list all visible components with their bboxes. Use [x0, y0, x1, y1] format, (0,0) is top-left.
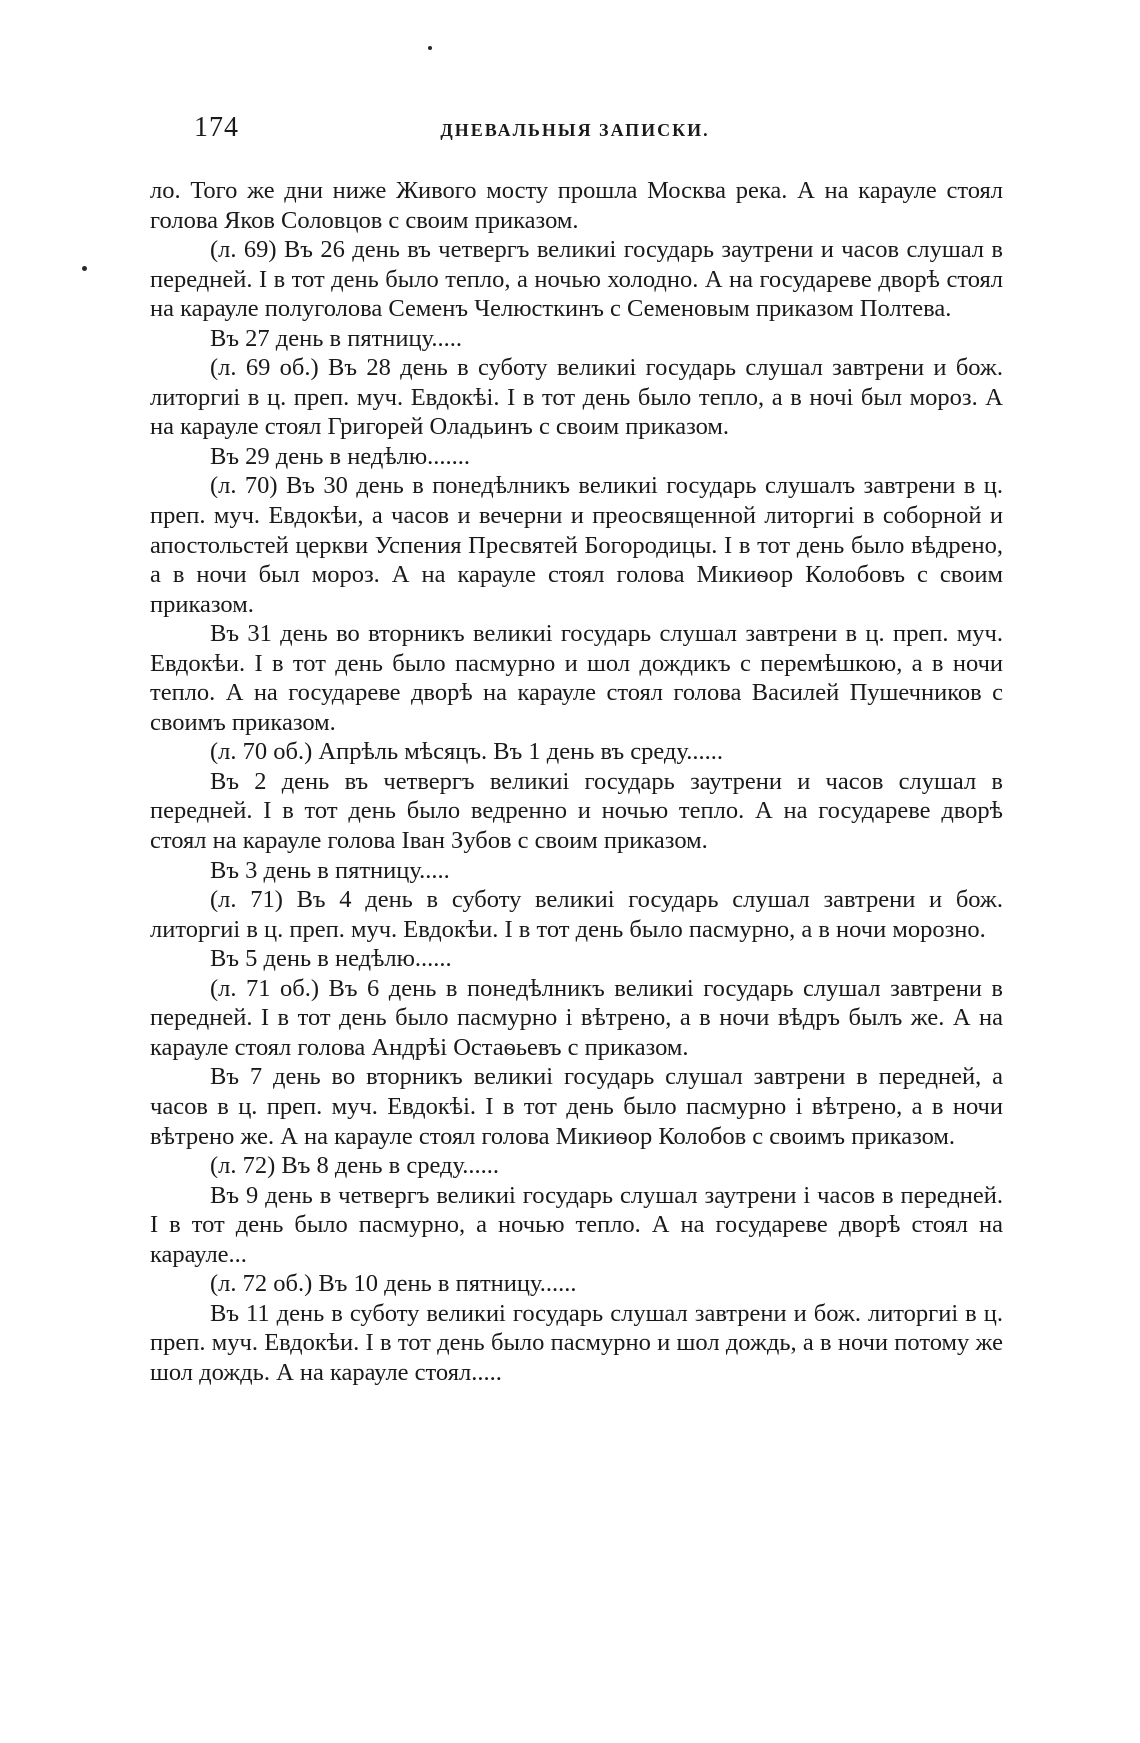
paragraph: Въ 9 день в четвергъ великиі государь слушал заутрени і часов в передней. І в тот день было пасмурно, а ночью тепло. А на государеве дворѣ стоял на карауле... [150, 1181, 1003, 1268]
paragraph: Въ 29 день в недѣлю....... [210, 442, 471, 470]
page-header [150, 112, 1000, 152]
paragraph: Въ 7 день во вторникъ великиі государь слушал завтрени в передней, а часов в ц. преп. муч. Евдокѣі. І в тот день было пасмурно і вѣтрено, а в ночи вѣтрено же. А на карауле стоял голова Микиѳор Колобов с своимъ приказом. [150, 1063, 1003, 1150]
paragraph: (л. 69 об.) Въ 28 день в суботу великиі государь слушал завтрени и бож. литоргиі в ц. преп. муч. Евдокѣі. І в тот день было тепло, а в ночі был мороз. А на карауле стоял Григорей Оладьинъ с своим приказом. [150, 354, 1003, 441]
paragraph: Въ 5 день в недѣлю...... [210, 945, 452, 973]
paragraph: Въ 27 день в пятницу..... [210, 324, 463, 352]
paragraph: Въ 3 день в пятницу..... [210, 856, 450, 884]
paragraph: Въ 31 день во вторникъ великиі государь слушал завтрени в ц. преп. муч. Евдокѣи. І в тот день было пасмурно и шол дождикъ с перемѣшкою, а в ночи тепло. А на государеве дворѣ на карауле стоял голова Василей Пушечников с своимъ приказом. [150, 620, 1003, 736]
paragraph: (л. 71) Въ 4 день в суботу великиі государь слушал завтрени и бож. литоргиі в ц. преп. муч. Евдокѣи. І в тот день было пасмурно, а в ночи морозно. [150, 886, 1003, 943]
print-speck [82, 266, 87, 271]
paragraph: ло. Того же дни ниже Живого мосту прошла Москва река. А на карауле стоял голова Яков Соловцов с своим приказом. [150, 177, 1003, 234]
body-text [150, 176, 1003, 1387]
paragraph: (л. 70) Въ 30 день в понедѣлникъ великиі государь слушалъ завтрени в ц. преп. муч. Евдокѣи, а часов и вечерни и преосвященной литоргиі в соборной и апостольстей церкви Успения Пресвятей Богородицы. І в тот день было вѣдрено, а в ночи был мороз. А на карауле стоял голова Микиѳор Колобовъ с своим приказом. [150, 472, 1003, 618]
page-number: 174 [194, 112, 239, 143]
paragraph: (л. 72) Въ 8 день в среду...... [210, 1152, 500, 1180]
paragraph: (л. 70 об.) Апрѣль мѣсяцъ. Въ 1 день въ среду...... [210, 738, 723, 766]
paragraph: (л. 71 об.) Въ 6 день в понедѣлникъ великиі государь слушал завтрени в передней. І в тот день было пасмурно і вѣтрено, а в ночи вѣдръ былъ же. А на карауле стоял голова Андрѣі Остаѳьевъ с приказом. [150, 974, 1003, 1061]
running-title: ДНЕВАЛЬНЫЯ ЗАПИСКИ. [440, 120, 710, 140]
print-speck [428, 46, 432, 50]
paragraph: Въ 11 день в суботу великиі государь слушал завтрени и бож. литоргиі в ц. преп. муч. Евдокѣи. І в тот день было пасмурно и шол дождь, а в ночи потому же шол дождь. А на карауле стоял..... [150, 1299, 1003, 1386]
paragraph: Въ 2 день въ четвергъ великиі государь заутрени и часов слушал в передней. І в тот день было ведренно и ночью тепло. А на государеве дворѣ стоял на карауле голова Іван Зубов с своим приказом. [150, 767, 1003, 855]
paragraph: (л. 69) Въ 26 день въ четвергъ великиі государь заутрени и часов слушал в передней. І в тот день было тепло, а ночью холодно. А на государеве дворѣ стоял на карауле полуголова Семенъ Челюсткинъ с Семеновым приказом Полтева. [150, 236, 1003, 323]
paragraph: (л. 72 об.) Въ 10 день в пятницу...... [210, 1270, 577, 1298]
